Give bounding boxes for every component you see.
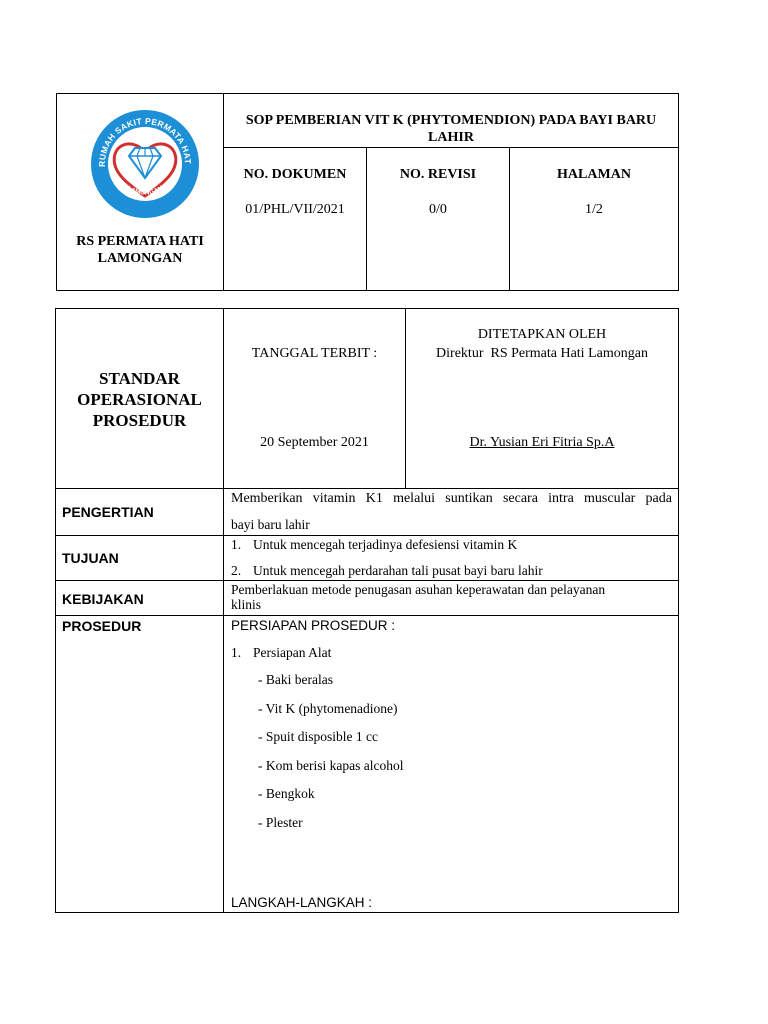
established-role: Direktur RS Permata Hati Lamongan [436,346,648,361]
tujuan-2-number: 2. [231,563,242,578]
tool-item: - Plester [258,815,303,830]
tujuan-1: Untuk mencegah terjadinya defesiensi vitamin K [253,537,518,552]
tool-item: - Baki beralas [258,672,333,687]
doc-number-label: NO. DOKUMEN [243,167,347,182]
established-name: Dr. Yusian Eri Fitria Sp.A [469,435,615,450]
doc-number-value: 01/PHL/VII/2021 [245,202,345,217]
prosedur-label: PROSEDUR [62,618,142,634]
page-value: 1/2 [585,202,603,217]
issue-date-value: 20 September 2021 [260,435,369,450]
issue-date-label: TANGGAL TERBIT : [251,346,378,361]
kebijakan-line2: klinis [231,597,262,612]
revision-label: NO. REVISI [399,167,477,182]
logo-ring-top-text: RUMAH SAKIT PERMATA HAT [96,115,194,167]
steps-heading: LANGKAH-LANGKAH : [231,895,373,910]
prep-heading: PERSIAPAN PROSEDUR : [231,618,396,633]
established-label: DITETAPKAN OLEH [477,327,607,342]
hospital-name: RS PERMATA HATI LAMONGAN [76,234,204,266]
tujuan-label: TUJUAN [62,550,119,566]
logo-ring-bottom-text: LAMONGAN [125,184,165,197]
tujuan-1-number: 1. [231,537,242,552]
pengertian-label: PENGERTIAN [62,504,154,520]
prep-1: Persiapan Alat [253,645,332,660]
prep-1-number: 1. [231,645,242,660]
tujuan-2: Untuk mencegah perdarahan tali pusat bayi baru lahir [253,563,543,578]
kebijakan-line1: Pemberlakuan metode penugasan asuhan keperawatan dan pelayanan [231,582,606,597]
sop-heading: STANDAR OPERASIONAL PROSEDUR [77,369,202,430]
pengertian-line1: Memberikan vitamin K1 melalui suntikan secara intra muscular pada [231,491,672,506]
tool-item: - Bengkok [258,786,315,801]
page-label: HALAMAN [557,167,631,182]
document-title: SOP PEMBERIAN VIT K (PHYTOMENDION) PADA BAYI BARU LAHIR [245,113,657,145]
pengertian-line2: bayi baru lahir [231,517,310,532]
revision-value: 0/0 [429,202,447,217]
tool-item: - Vit K (phytomenadione) [258,701,398,716]
kebijakan-label: KEBIJAKAN [62,591,144,607]
tool-item: - Spuit disposible 1 cc [258,729,378,744]
tool-item: - Kom berisi kapas alcohol [258,758,404,773]
